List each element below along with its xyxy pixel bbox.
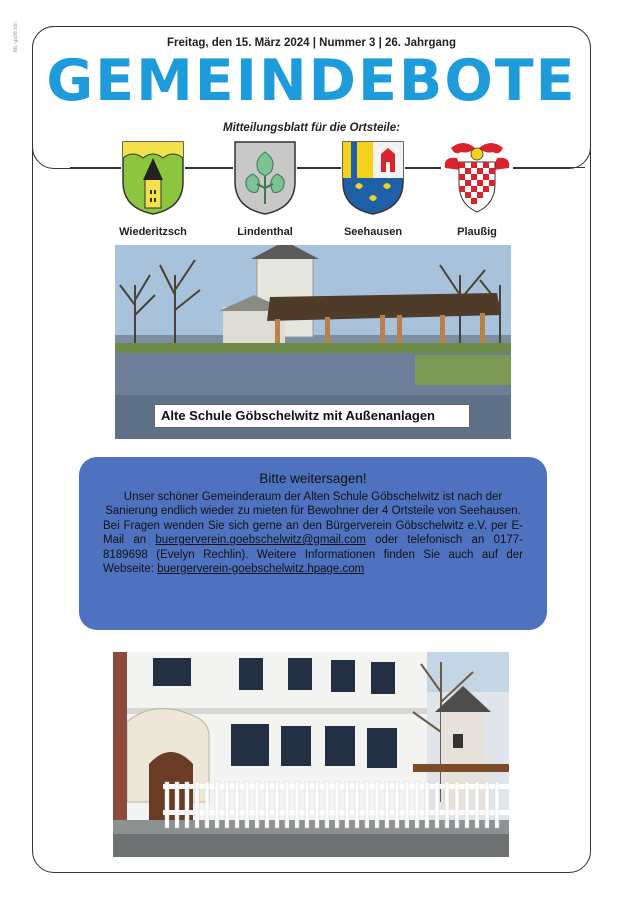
notice-text: oder telefonisch an 0177-8189698 (Evelyn Rechlin). Weitere Informationen finden Sie auch auf der Webseite: [103, 534, 523, 575]
notice-box [79, 457, 547, 630]
side-note: ML-gs08.tdn [13, 22, 19, 52]
photo-caption: Alte Schule Göbschelwitz mit Außenanlagen [154, 404, 470, 428]
masthead-subtitle: Mitteilungsblatt für die Ortsteile: [223, 122, 400, 134]
website-link[interactable]: buergerverein-goebschelwitz.hpage.com [157, 563, 365, 575]
notice-heading: Bitte weitersagen! [259, 471, 367, 486]
crest-plaussig [432, 140, 522, 238]
seehausen-crest-icon [341, 140, 405, 216]
lindenthal-crest-icon [233, 140, 297, 216]
photo-school-building-image [113, 652, 509, 857]
newspaper-title: GEMEINDEBOTE [46, 48, 577, 114]
notice-paragraph-2 [103, 519, 523, 577]
email-link[interactable]: buergerverein.goebschelwitz@gmail.com [155, 534, 366, 546]
plaussig-crest-icon [441, 140, 513, 218]
crest-label: Wiederitzsch [119, 226, 187, 238]
wiederitzsch-crest-icon [121, 140, 185, 216]
crest-row [70, 140, 585, 240]
crest-label: Lindenthal [237, 226, 293, 238]
crest-label: Plaußig [457, 226, 497, 238]
dateline: Freitag, den 15. März 2024 | Nummer 3 | 26. Jahrgang [167, 37, 456, 49]
crest-lindenthal [220, 140, 310, 238]
crest-label: Seehausen [343, 226, 403, 238]
notice-text: Bei Fragen wenden Sie sich gerne an den Bürgerverein Göbschelwitz e.V. per E-Mail an [103, 519, 523, 546]
photo-school-building [113, 652, 509, 857]
crest-wiederitzsch [108, 140, 198, 238]
notice-paragraph-1: Unser schöner Gemeinderaum der Alten Schule Göbschelwitz ist nach der Sanierung endlich wieder zu mieten für Bewohner der 4 Ortsteile von Seehausen. [105, 490, 521, 517]
crest-seehausen [328, 140, 418, 238]
